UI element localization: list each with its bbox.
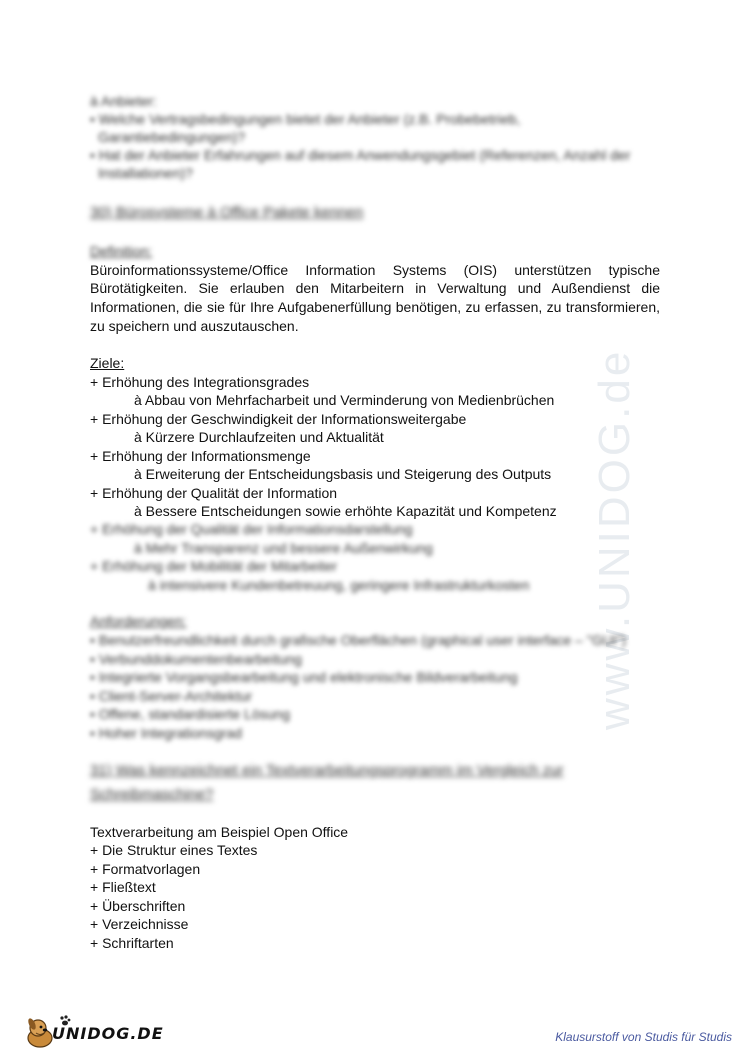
anforderungen-label: Anforderungen: bbox=[90, 613, 187, 629]
section-31-heading-line-2: Schreibmaschine? bbox=[90, 786, 214, 803]
section-30-heading: 30) Bürosysteme à Office Pakete kennen bbox=[90, 204, 364, 221]
ziel-item: + Erhöhung des Integrationsgrades bbox=[90, 374, 310, 390]
anforderung-item: • Hoher Integrationsgrad bbox=[90, 725, 242, 741]
ziel-item: + Erhöhung der Informationsmenge bbox=[90, 448, 311, 464]
ziele-label: Ziele: bbox=[90, 355, 125, 371]
watermark: www.UNIDOG.de bbox=[590, 348, 639, 730]
definition-line-1: Büroinformationssysteme/Office Information Systems (OIS) unterstützen typische bbox=[90, 262, 660, 278]
anbieter-question-1-cont: Garantiebedingungen)? bbox=[98, 129, 246, 145]
anforderung-item: • Benutzerfreundlichkeit durch grafische Oberflächen (graphical user interface – "GUI") bbox=[90, 632, 627, 648]
ziel-subitem-blurred: à Mehr Transparenz und bessere Außenwirkung bbox=[134, 540, 433, 556]
ziel-item: + Erhöhung der Qualität der Information bbox=[90, 485, 338, 501]
ziel-subitem: à Abbau von Mehrfacharbeit und Verminderung von Medienbrüchen bbox=[134, 392, 555, 408]
definition-line-4: zu speichern und auszutauschen. bbox=[90, 318, 299, 334]
footer-tagline: Klausurstoff von Studis für Studis bbox=[555, 1030, 732, 1044]
anbieter-question-2: • Hat der Anbieter Erfahrungen auf diesem Anwendungsgebiet (Referenzen, Anzahl der bbox=[90, 147, 631, 163]
textverarbeitung-item: + Formatvorlagen bbox=[90, 861, 201, 877]
textverarbeitung-item: + Überschriften bbox=[90, 898, 186, 914]
anbieter-question-1: • Welche Vertragsbedingungen bietet der Anbieter (z.B. Probebetrieb, bbox=[90, 111, 521, 127]
definition-line-3: Informationen, die sie für Ihre Aufgabenerfüllung benötigen, zu erfassen, zu transformieren, bbox=[90, 299, 660, 315]
ziel-item: + Erhöhung der Geschwindigkeit der Informationsweitergabe bbox=[90, 411, 467, 427]
ziel-subitem: à Bessere Entscheidungen sowie erhöhte Kapazität und Kompetenz bbox=[134, 503, 557, 519]
ziel-subitem: à Erweiterung der Entscheidungsbasis und Steigerung des Outputs bbox=[134, 466, 552, 482]
definition-label: Definition: bbox=[90, 243, 153, 259]
ziel-item-blurred: + Erhöhung der Mobilität der Mitarbeiter bbox=[90, 558, 338, 574]
textverarbeitung-intro: Textverarbeitung am Beispiel Open Office bbox=[90, 824, 349, 840]
section-31-heading-line-1: 31) Was kennzeichnet ein Textverarbeitungsprogramm im Vergleich zur bbox=[90, 762, 564, 779]
ziel-subitem: à Kürzere Durchlaufzeiten und Aktualität bbox=[134, 429, 384, 445]
anforderung-item: • Verbunddokumentenbearbeitung bbox=[90, 651, 302, 667]
anbieter-heading: à Anbieter: bbox=[90, 93, 157, 109]
anbieter-question-2-cont: Installationen)? bbox=[98, 165, 193, 181]
textverarbeitung-item: + Schriftarten bbox=[90, 935, 174, 951]
ziel-item-blurred: + Erhöhung der Qualität der Informationsdarstellung bbox=[90, 521, 413, 537]
anforderung-item: • Integrierte Vorgangsbearbeitung und elektronische Bildverarbeitung bbox=[90, 669, 518, 685]
textverarbeitung-item: + Fließtext bbox=[90, 879, 156, 895]
ziel-subitem-blurred: à intensivere Kundenbetreuung, geringere Infrastrukturkosten bbox=[148, 577, 530, 593]
anforderung-item: • Offene, standardisierte Lösung bbox=[90, 706, 290, 722]
anforderung-item: • Client-Server-Architektur bbox=[90, 688, 253, 704]
definition-line-2: Bürotätigkeiten. Sie erlauben den Mitarbeitern in Verwaltung und Außendienst die bbox=[90, 280, 660, 296]
logo-text: UNIDOG.DE bbox=[52, 1024, 164, 1043]
textverarbeitung-item: + Verzeichnisse bbox=[90, 916, 189, 932]
textverarbeitung-item: + Die Struktur eines Textes bbox=[90, 842, 258, 858]
